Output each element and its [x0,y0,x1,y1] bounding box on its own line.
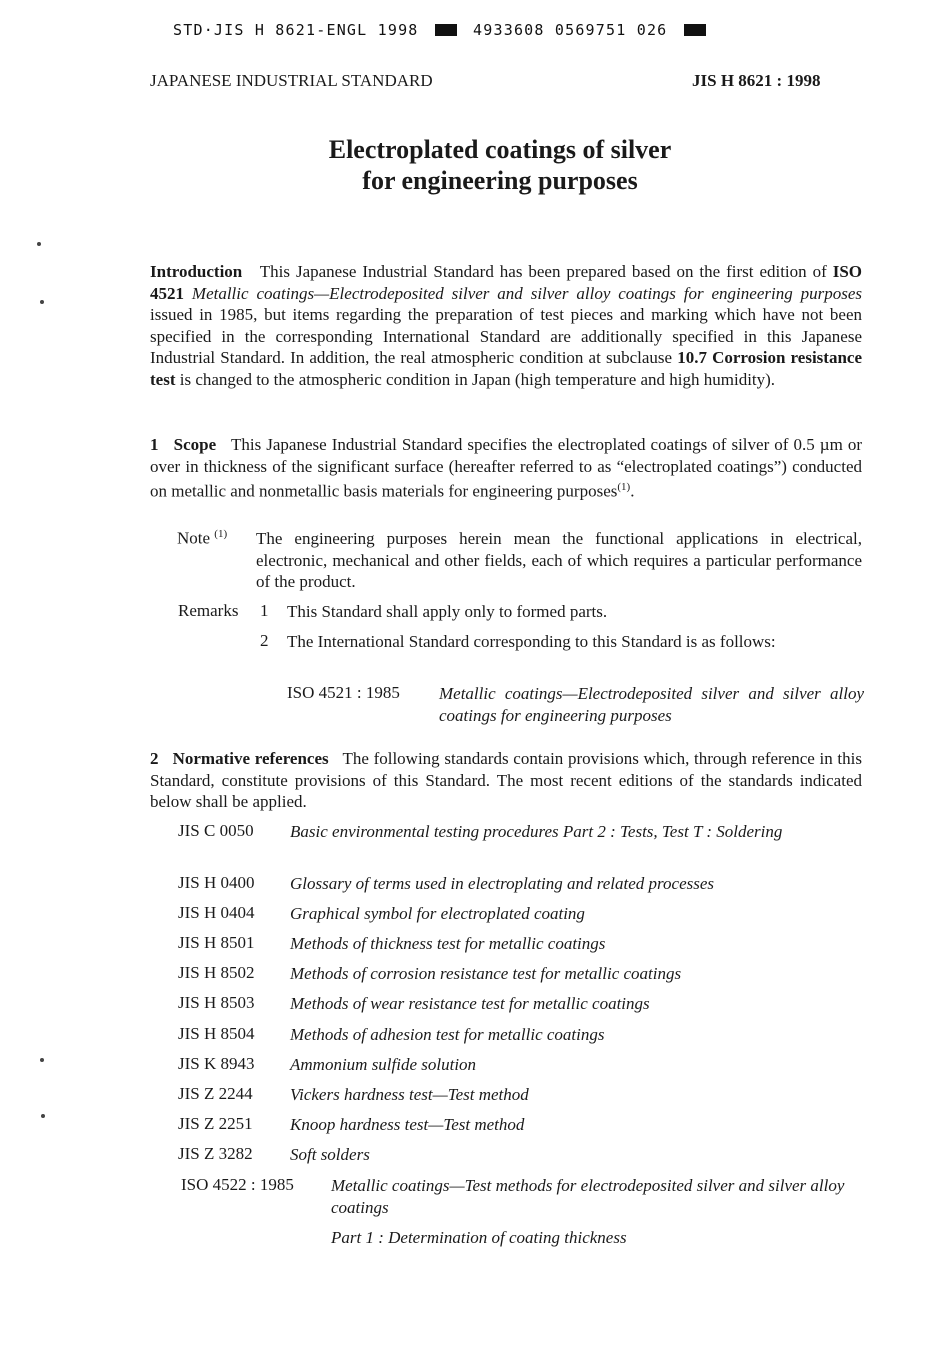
ref-code: JIS Z 2251 [178,1114,253,1133]
scope-footnote-mark: (1) [617,481,631,494]
ref-title: Methods of adhesion test for metallic coatings [290,1025,605,1044]
header-code: JIS H 8621 : 1998 [692,71,821,90]
remark-iso-title: Metallic coatings—Electrodeposited silver and silver alloy coatings for engineering purposes [439,684,864,725]
scan-dot [41,1114,45,1118]
ref-title: Ammonium sulfide solution [290,1055,477,1074]
ref-code: JIS H 8502 [178,963,255,982]
ref-code: JIS H 0404 [178,903,255,922]
remark-2-number: 2 [260,631,269,650]
ref-title: Graphical symbol for electroplated coating [290,904,585,923]
note-text: The engineering purposes herein mean the functional applications in electrical, electronic, mechanical and other fields, each of which requires a particular performance of the product. [256,529,862,592]
iso-ref-title: Metallic coatings—Test methods for electrodeposited silver and silver alloy coatings [331,1176,845,1217]
header-org: JAPANESE INDUSTRIAL STANDARD [150,71,433,90]
ref-title: Glossary of terms used in electroplating and related processes [290,874,715,893]
normative-heading: Normative references [172,749,329,768]
scope-paragraph [150,434,862,502]
scope-text: This Japanese Industrial Standard specifies the electroplated coatings of silver of 0.5 µm or over in thickness of the significant surface (hereafter referred to as “electroplated coatings”) conducted on metallic and nonmetallic basis materials for engineering purposes [150,435,862,501]
scope-number: 1 [150,435,159,454]
ref-title: Methods of corrosion resistance test for metallic coatings [290,964,682,983]
remark-2-text: The International Standard corresponding to this Standard is as follows: [287,632,776,651]
ref-code: JIS H 8504 [178,1024,255,1043]
scope-end: . [630,481,635,501]
introduction-paragraph [150,261,862,391]
ref-code: JIS Z 3282 [178,1144,253,1163]
ref-title: Vickers hardness test—Test method [290,1085,529,1104]
intro-iso-ref: ISO 4521 [150,262,863,303]
title-line-2: for engineering purposes [362,166,638,195]
stamp-number: 4933608 0569751 026 [473,21,668,39]
normative-text: The following standards contain provisions which, through reference in this Standard, constitute provisions of this Standard. The most recent editions of the standards indicated below shall be applied. [150,749,862,812]
ref-title: Basic environmental testing procedures Part 2 : Tests, Test T : Soldering [290,822,783,841]
note-mark: (1) [214,528,228,540]
intro-text-3: is changed to the atmospheric condition in Japan (high temperature and high humidity). [179,369,776,389]
ref-title: Soft solders [290,1145,370,1164]
note-label-text: Note [177,528,211,548]
normative-number: 2 [150,749,159,768]
title-line-1: Electroplated coatings of silver [328,135,672,164]
ref-code: JIS H 8503 [178,993,255,1012]
scan-dot [40,300,44,304]
intro-clause-ref: 10.7 Corrosion resistance test [150,348,862,389]
ref-code: JIS H 8501 [178,933,255,952]
remarks-label: Remarks [178,601,239,620]
remark-1-text: This Standard shall apply only to formed parts. [287,602,608,621]
note-label [177,528,227,549]
remark-iso-code: ISO 4521 : 1985 [287,683,400,702]
scope-heading: Scope [173,435,217,454]
stamp-block-icon [435,24,457,36]
remark-1-number: 1 [260,601,269,620]
ref-title: Methods of wear resistance test for metallic coatings [290,994,650,1013]
stamp-block-icon [684,24,706,36]
ref-title: Knoop hardness test—Test method [290,1115,525,1134]
page-title [200,134,800,196]
intro-text-2: issued in 1985, but items regarding the preparation of test pieces and marking which have not been specified in the corresponding International Standard are additionally specified in this Japanese Industrial Standard. In addition, the real atmospheric condition at subclause [150,305,862,368]
ref-code: JIS H 0400 [178,873,255,892]
iso-ref-part: Part 1 : Determination of coating thickness [331,1228,627,1247]
iso-ref-code: ISO 4522 : 1985 [181,1175,294,1194]
normative-paragraph [150,748,862,813]
scan-dot [40,1058,44,1062]
stamp-text: STD·JIS H 8621-ENGL 1998 [173,21,419,39]
scan-dot [37,242,41,246]
introduction-heading: Introduction [150,262,243,281]
ref-code: JIS K 8943 [178,1054,255,1073]
scan-stamp [173,21,712,39]
intro-iso-title: Metallic coatings—Electrodeposited silver and silver alloy coatings for engineering purposes [191,283,862,303]
intro-text-1: This Japanese Industrial Standard has been prepared based on the first edition of [259,262,827,281]
ref-title: Methods of thickness test for metallic coatings [290,934,606,953]
ref-code: JIS C 0050 [178,821,254,840]
ref-code: JIS Z 2244 [178,1084,253,1103]
